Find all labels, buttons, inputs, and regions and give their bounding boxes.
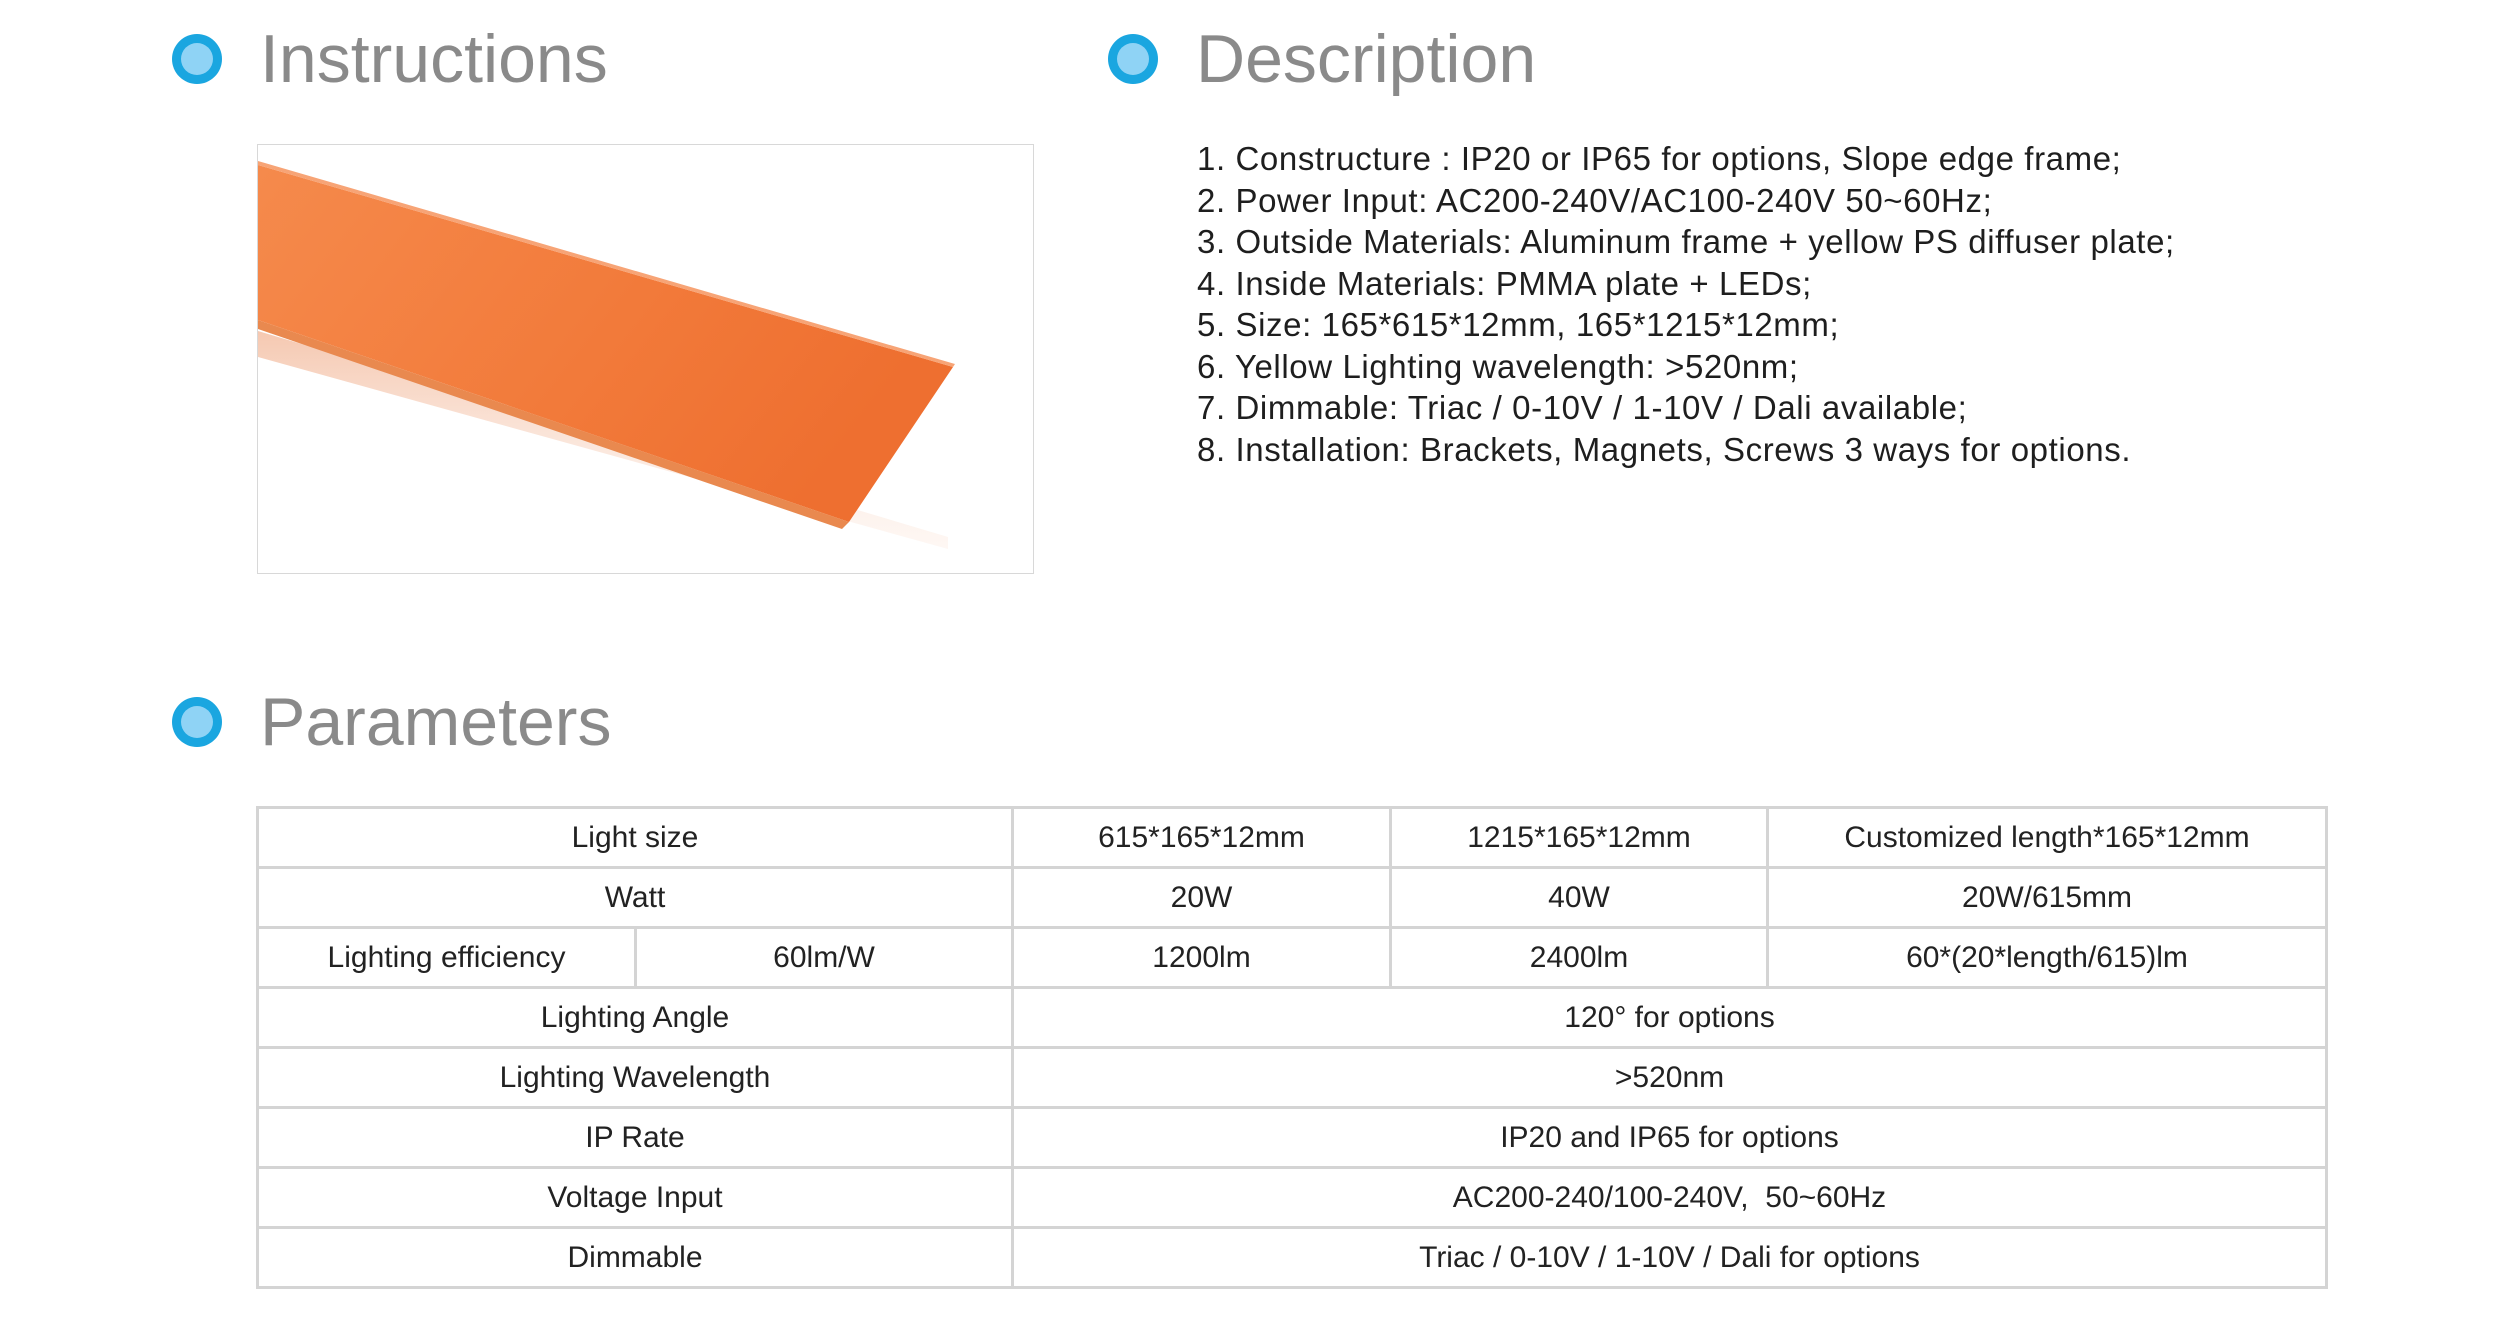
- table-row-light-size: [258, 808, 2327, 868]
- panel-top-face: [258, 165, 953, 522]
- circle-bullet-icon: [172, 697, 222, 747]
- param-label: Voltage Input: [258, 1168, 1013, 1228]
- product-image: [257, 144, 1034, 574]
- description-item: 2. Power Input: AC200-240V/AC100-240V 50~60Hz;: [1197, 181, 1993, 219]
- description-item: 6. Yellow Lighting wavelength: >520nm;: [1197, 347, 1799, 385]
- param-value: >520nm: [1013, 1048, 2327, 1108]
- table-row-angle: [258, 988, 2327, 1048]
- table-row-watt: [258, 868, 2327, 928]
- table-row-ip-rate: [258, 1108, 2327, 1168]
- param-value: AC200-240/100-240V, 50~60Hz: [1013, 1168, 2327, 1228]
- param-label: Lighting Wavelength: [258, 1048, 1013, 1108]
- param-label: Dimmable: [258, 1228, 1013, 1288]
- param-value: 60*(20*length/615)lm: [1768, 928, 2327, 988]
- param-value: 1200lm: [1013, 928, 1391, 988]
- description-item: 1. Constructure : IP20 or IP65 for options, Slope edge frame;: [1197, 140, 2122, 177]
- param-label: IP Rate: [258, 1108, 1013, 1168]
- param-value: IP20 and IP65 for options: [1013, 1108, 2327, 1168]
- circle-bullet-icon: [1108, 34, 1158, 84]
- orange-panel-illustration: [258, 145, 1033, 573]
- param-value: 20W: [1013, 868, 1391, 928]
- param-value: 40W: [1391, 868, 1768, 928]
- table-row-wavelength: [258, 1048, 2327, 1108]
- param-label: Watt: [258, 868, 1013, 928]
- table-row-efficiency: [258, 928, 2327, 988]
- description-item: 3. Outside Materials: Aluminum frame + yellow PS diffuser plate;: [1197, 223, 2175, 260]
- param-label: Light size: [258, 808, 1013, 868]
- param-value: 1215*165*12mm: [1391, 808, 1768, 868]
- param-value: Triac / 0-10V / 1-10V / Dali for options: [1013, 1228, 2327, 1288]
- param-value: 20W/615mm: [1768, 868, 2327, 928]
- parameters-table: [256, 806, 2328, 1289]
- heading-instructions-text: Instructions: [260, 21, 608, 97]
- table-row-voltage: [258, 1168, 2327, 1228]
- description-item: 4. Inside Materials: PMMA plate + LEDs;: [1197, 264, 1812, 302]
- description-item: 8. Installation: Brackets, Magnets, Screws 3 ways for options.: [1197, 430, 2132, 468]
- circle-bullet-icon: [172, 34, 222, 84]
- description-item: 7. Dimmable: Triac / 0-10V / 1-10V / Dali available;: [1197, 389, 1968, 426]
- table-row-dimmable: [258, 1228, 2327, 1288]
- description-item: 5. Size: 165*615*12mm, 165*1215*12mm;: [1197, 306, 1840, 343]
- description-list: [1197, 138, 2175, 470]
- heading-description-text: Description: [1196, 21, 1537, 97]
- param-unit: 60lm/W: [636, 928, 1013, 988]
- param-value: 615*165*12mm: [1013, 808, 1391, 868]
- param-label: Lighting efficiency: [258, 928, 636, 988]
- heading-parameters-text: Parameters: [260, 684, 612, 760]
- param-value: 2400lm: [1391, 928, 1768, 988]
- param-value: Customized length*165*12mm: [1768, 808, 2327, 868]
- param-value: 120° for options: [1013, 988, 2327, 1048]
- param-label: Lighting Angle: [258, 988, 1013, 1048]
